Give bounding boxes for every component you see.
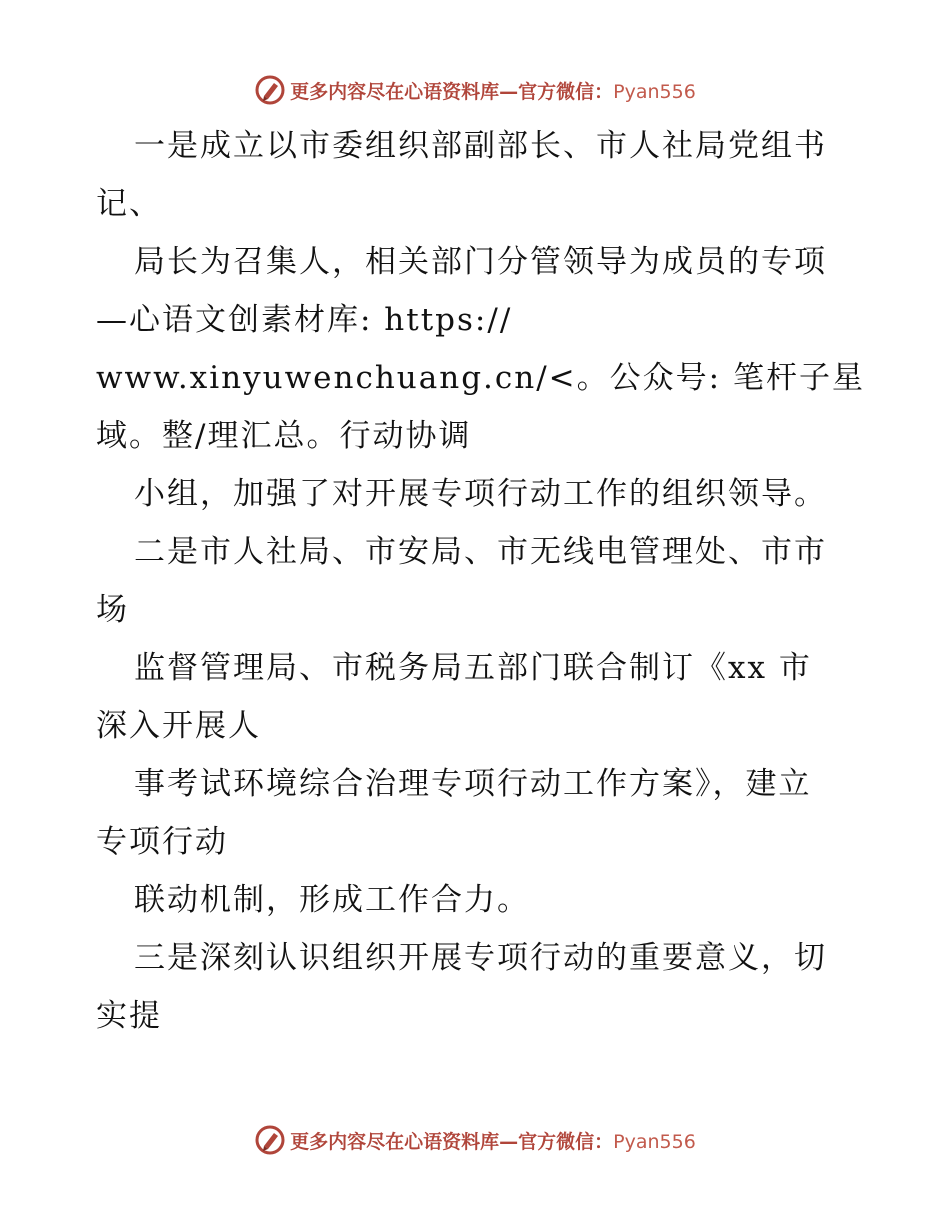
- body-line: 域。整/理汇总。行动协调: [96, 418, 472, 454]
- body-line: 监督管理局、市税务局五部门联合制订《xx 市: [134, 650, 812, 686]
- pen-circle-icon: [254, 1124, 286, 1156]
- footer-banner-account: Pyan556: [613, 1130, 696, 1153]
- pen-circle-icon: [254, 74, 286, 106]
- body-line: —心语文创素材库: https://: [96, 302, 513, 338]
- header-banner: [0, 70, 950, 110]
- header-banner-text: 更多内容尽在心语资料库—官方微信：Pyan556: [290, 80, 696, 103]
- body-line: 联动机制，形成工作合力。: [134, 882, 530, 918]
- body-line: 深入开展人: [96, 708, 261, 744]
- body-line: 记、: [96, 186, 162, 222]
- document-body: [96, 117, 866, 1045]
- body-line: 局长为召集人，相关部门分管领导为成员的专项: [134, 244, 827, 280]
- footer-banner-text: 更多内容尽在心语资料库—官方微信：Pyan556: [290, 1130, 696, 1153]
- body-line: www.xinyuwenchuang.cn/<。公众号: 笔杆子星: [96, 360, 865, 396]
- header-banner-account: Pyan556: [613, 80, 696, 103]
- body-line: 小组，加强了对开展专项行动工作的组织领导。: [134, 476, 827, 512]
- body-line: 三是深刻认识组织开展专项行动的重要意义，切: [134, 940, 827, 976]
- body-line: 场: [96, 592, 129, 628]
- body-line: 事考试环境综合治理专项行动工作方案》，建立: [134, 766, 812, 802]
- body-line: 一是成立以市委组织部副部长、市人社局党组书: [134, 128, 827, 164]
- body-line: 二是市人社局、市安局、市无线电管理处、市市: [134, 534, 827, 570]
- body-line: 实提: [96, 998, 162, 1034]
- footer-banner: [0, 1120, 950, 1160]
- body-line: 专项行动: [96, 824, 228, 860]
